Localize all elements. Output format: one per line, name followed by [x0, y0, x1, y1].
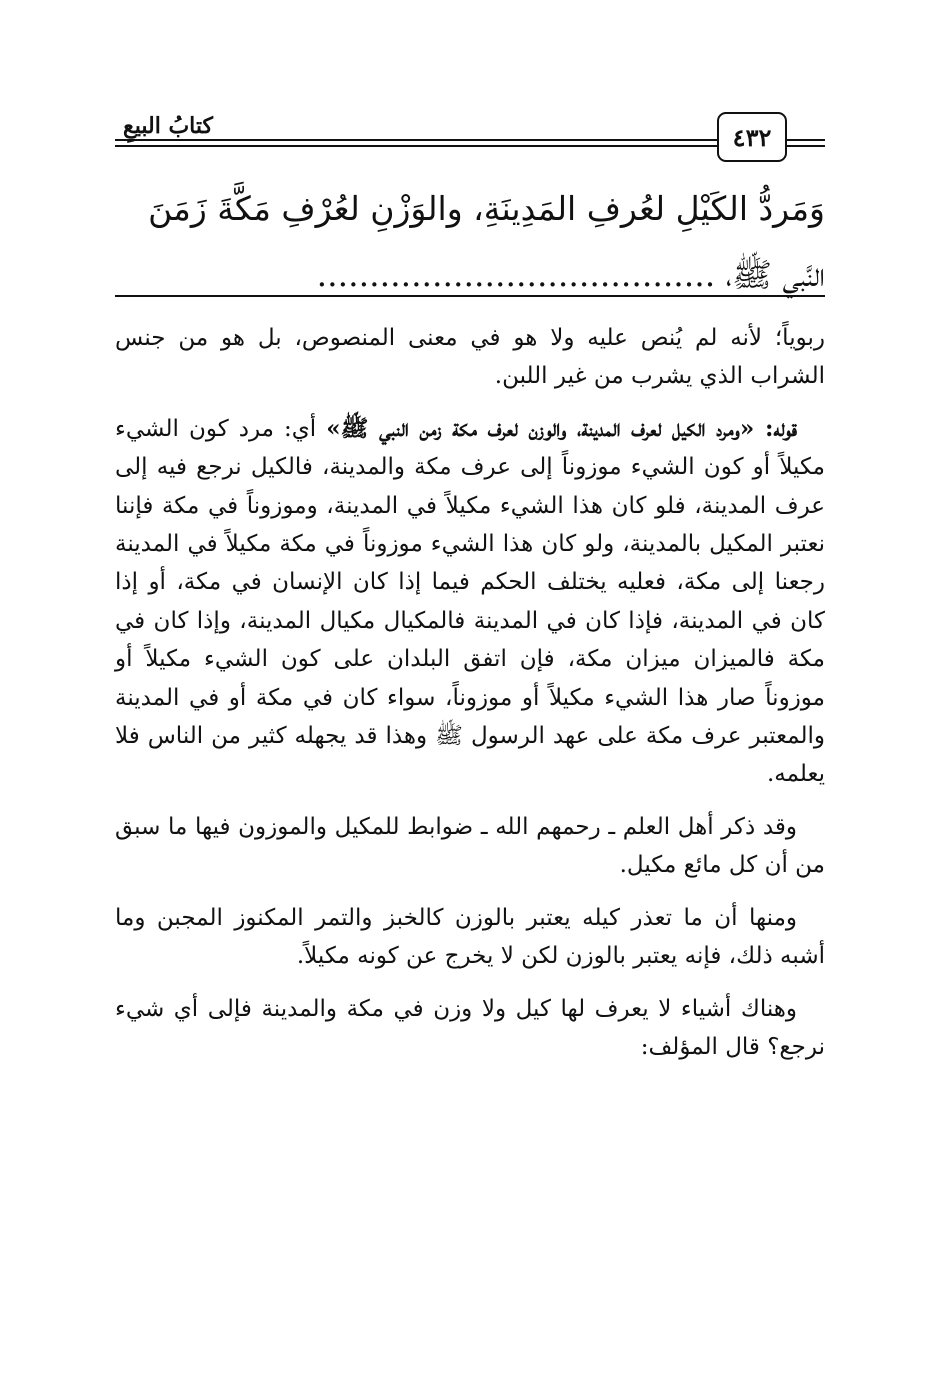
page-header	[115, 112, 825, 166]
matn-line-1: وَمَردُّ الكَيْلِ لعُرفِ المَدِينَةِ، والوَزْنِ لعُرْفِ مَكَّةَ زَمَنَ	[148, 189, 825, 228]
paragraph-2	[115, 410, 825, 794]
paragraph-5: وهناك أشياء لا يعرف لها كيل ولا وزن في مكة والمدينة فإلى أي شيء نرجع؟ قال المؤلف:	[115, 995, 825, 1060]
commentary-body	[115, 319, 825, 1066]
chapter-title: كتابُ البيعِ	[115, 113, 221, 139]
matn-text	[115, 176, 825, 308]
paragraph-2-body: أي: مرد كون الشيء مكيلاً أو كون الشيء موزوناً إلى عرف مكة والمدينة، فالكيل نرجع فيه إلى عرف المدينة، فلو كان هذا الشيء مكيلاً في المدينة، وموزوناً في مكة فإننا نعتبر المكيل بالمدينة، ولو كان هذا الشيء موزوناً في مكة مكيلاً في المدينة رجعنا إلى مكة، فعليه يختلف الحكم فيما إذا كان الإنسان في مكة، أو إذا كان في المدينة، فإذا كان في المدينة فالمكيال مكيال المدينة، وإذا كان في مكة فالميزان ميزان مكة، فإن اتفق البلدان على كون الشيء مكيلاً أو موزوناً صار هذا الشيء مكيلاً أو موزوناً، سواء كان في مكة أو في المدينة والمعتبر عرف مكة على عهد الرسول ﷺ وهذا قد يجهله كثير من الناس فلا يعلمه.	[115, 415, 825, 788]
matn-ellipsis: ......................................	[316, 255, 716, 294]
matn-line-2	[115, 242, 825, 308]
paragraph-3: وقد ذكر أهل العلم ـ رحمهم الله ـ ضوابط للمكيل والموزون فيها ما سبق من أن كل مائع مكيل.	[115, 813, 825, 879]
page-number: ٤٣٢	[717, 112, 787, 162]
section-divider	[115, 295, 825, 297]
matn-line-2-start: النَّبي ﷺ،	[725, 255, 825, 294]
paragraph-1: ربوياً؛ لأنه لم يُنص عليه ولا هو في معنى المنصوص، بل هو من جنس الشراب الذي يشرب من غير اللبن.	[115, 325, 825, 390]
paragraph-2-lead: قوله: «ومرد الكيل لعرف المدينة، والوزن لعرف مكة زمن النبي ﷺ»	[326, 414, 798, 442]
paragraph-4: ومنها أن ما تعذر كيله يعتبر بالوزن كالخبز والتمر المكنوز المجبن وما أشبه ذلك، فإنه يعتبر بالوزن لكن لا يخرج عن كونه مكيلاً.	[115, 904, 825, 970]
